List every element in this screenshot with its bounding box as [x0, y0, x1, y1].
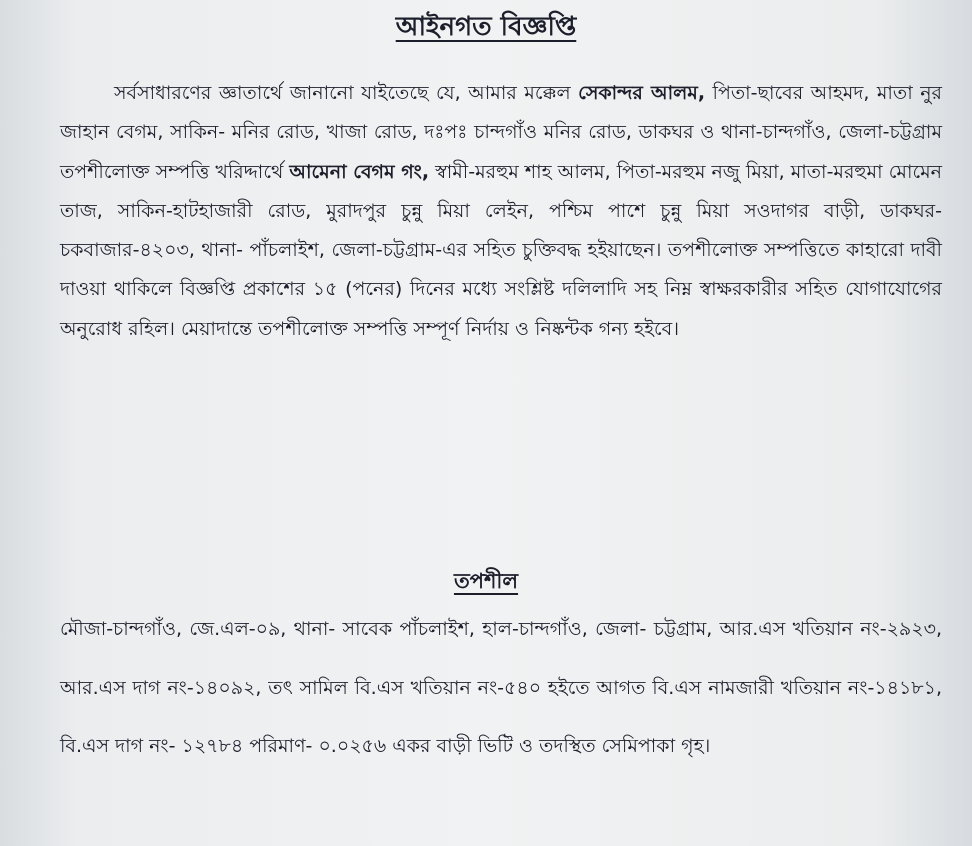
schedule-text: মৌজা-চান্দগাঁও, জে.এল-০৯, থানা- সাবেক পাঁচলাইশ, হাল-চান্দগাঁও, জেলা- চট্টগ্রাম, আর.এস খতিয়ান নং-২৯২৩, আর.এস দাগ নং-১৪০৯২, তৎ সামিল বি.এস খতিয়ান নং-৫৪০ হইতে আগত বি.এস নামজারী খতিয়ান নং-১৪১৮১, বি.এস দাগ নং- ১২৭৮৪ পরিমাণ- ০.০২৫৬ একর বাড়ী ভিটি ও তদস্থিত সেমিপাকা গৃহ। [60, 618, 942, 757]
notice-title-text: আইনগত বিজ্ঞপ্তি [395, 12, 577, 42]
schedule-heading [0, 566, 972, 596]
notice-body [60, 74, 942, 349]
notice-body-part-1: সর্বসাধারণের জ্ঞাতার্থে জানানো যাইতেছে যে, আমার মক্কেল [114, 82, 579, 104]
client-name: সেকান্দর আলম, [578, 82, 706, 104]
notice-body-part-2: পিতা-ছাবের আহমদ, মাতা নুর জাহান বেগম, সাকিন- মনির রোড, খাজা রোড, দঃপঃ চান্দগাঁও মনির রোড, ডাকঘর ও থানা-চান্দগাঁও, জেলা-চট্টগ্রাম তপশীলোক্ত সম্পত্তি খরিদ্দার্থে [60, 82, 942, 183]
notice-body-part-3: স্বামী-মরহুম শাহ আলম, পিতা-মরহুম নজু মিয়া, মাতা-মরহুমা মোমেন তাজ, সাকিন-হাটহাজারী রোড, মুরাদপুর চুন্নু মিয়া লেইন, পশ্চিম পাশে চুন্নু মিয়া সওদাগর বাড়ী, ডাকঘর-চকবাজার-৪২০৩, থানা- পাঁচলাইশ, জেলা-চট্টগ্রাম-এর সহিত চুক্তিবদ্ধ হইয়াছেন। তপশীলোক্ত সম্পত্তিতে কাহারো দাবী দাওয়া থাকিলে বিজ্ঞপ্তি প্রকাশের ১৫ (পনের) দিনের মধ্যে সংশ্লিষ্ট দলিলাদি সহ নিম্ন স্বাক্ষরকারীর সহিত যোগাযোগের অনুরোধ রহিল। মেয়াদান্তে তপশীলোক্ত সম্পত্তি সম্পূর্ণ নির্দায় ও নিষ্কন্টক গন্য হইবে। [60, 160, 943, 340]
seller-name: আমেনা বেগম গং, [289, 160, 430, 183]
schedule-heading-text: তপশীল [453, 569, 519, 593]
notice-title [0, 10, 972, 44]
